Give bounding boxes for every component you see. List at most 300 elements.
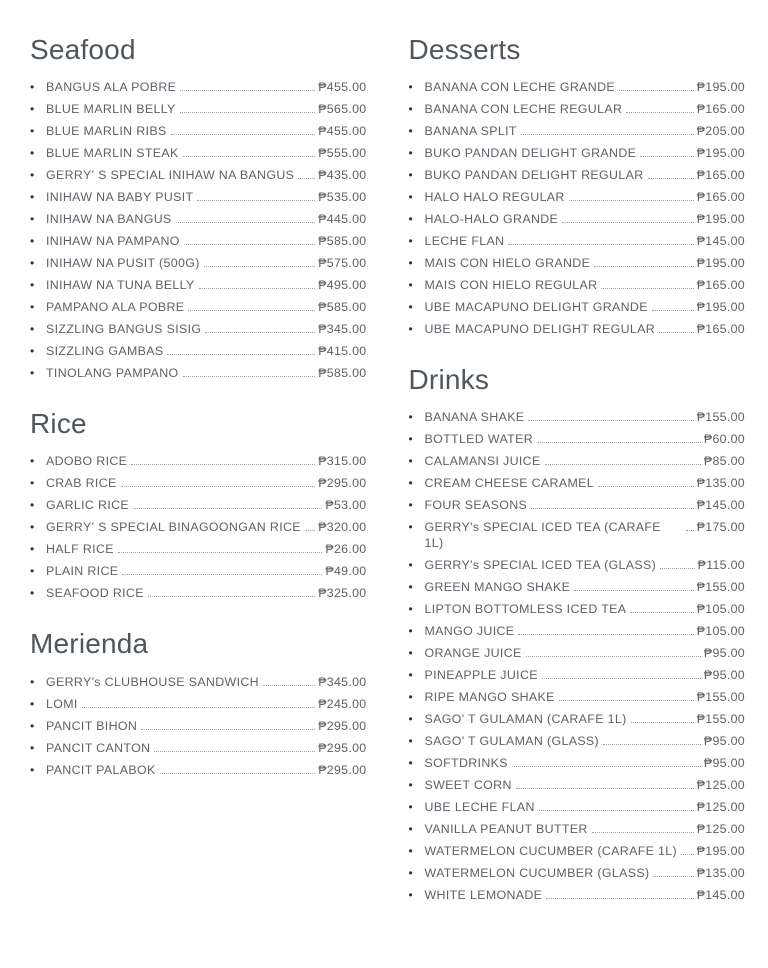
dotted-leader (569, 189, 694, 201)
menu-item (30, 762, 367, 778)
item-name: FOUR SEASONS (424, 498, 528, 513)
menu-item-list (30, 674, 367, 778)
bullet-icon: • (408, 558, 414, 573)
item-name: ORANGE JUICE (424, 646, 522, 661)
item-price: ₱125.00 (696, 800, 745, 815)
dotted-leader (133, 497, 322, 509)
dotted-leader (545, 453, 701, 465)
item-name: UBE MACAPUNO DELIGHT GRANDE (424, 300, 648, 315)
menu-item (409, 579, 746, 595)
item-price: ₱145.00 (696, 234, 745, 249)
bullet-icon: • (408, 432, 414, 447)
section-title: Desserts (408, 34, 521, 65)
menu-item (409, 211, 746, 227)
dotted-leader (562, 211, 694, 223)
item-price: ₱320.00 (318, 520, 367, 535)
bullet-icon: • (30, 586, 35, 601)
menu-item-list (409, 409, 746, 903)
dotted-leader (508, 233, 693, 245)
dotted-leader (167, 343, 315, 355)
item-price: ₱125.00 (696, 778, 745, 793)
item-name: LOMI (46, 696, 78, 711)
item-name: PANCIT PALABOK (46, 762, 156, 777)
dotted-leader (184, 233, 315, 245)
dotted-leader (652, 299, 694, 311)
bullet-icon: • (408, 646, 414, 661)
dotted-leader (537, 431, 701, 443)
bullet-icon: • (408, 844, 414, 859)
item-price: ₱85.00 (703, 454, 745, 469)
dotted-leader (298, 167, 315, 179)
bullet-icon: • (408, 498, 414, 513)
menu-item (409, 189, 746, 205)
item-price: ₱49.00 (325, 564, 367, 579)
item-name: SIZZLING GAMBAS (46, 344, 164, 359)
item-name: HALO HALO REGULAR (424, 190, 565, 205)
item-price: ₱105.00 (696, 602, 745, 617)
menu-item (409, 145, 746, 161)
menu-item (409, 799, 746, 815)
dotted-leader (648, 167, 694, 179)
dotted-leader (521, 123, 694, 135)
bullet-icon: • (30, 322, 35, 337)
item-price: ₱135.00 (696, 476, 745, 491)
dotted-leader (263, 674, 315, 686)
dotted-leader (171, 123, 316, 135)
bullet-icon: • (30, 498, 35, 513)
menu-item (30, 563, 367, 579)
item-price: ₱415.00 (318, 344, 367, 359)
item-name: LECHE FLAN (424, 234, 505, 249)
menu-item (30, 233, 367, 249)
dotted-leader (183, 145, 316, 157)
dotted-leader (516, 777, 694, 789)
item-price: ₱95.00 (703, 668, 745, 683)
item-name: GARLIC RICE (46, 498, 130, 513)
item-price: ₱345.00 (318, 674, 367, 689)
item-price: ₱145.00 (696, 498, 745, 513)
dotted-leader (640, 145, 693, 157)
dotted-leader (512, 755, 701, 767)
bullet-icon: • (30, 740, 35, 755)
item-price: ₱315.00 (318, 454, 367, 469)
item-price: ₱155.00 (696, 690, 745, 705)
menu-item (30, 343, 367, 359)
menu-item (30, 277, 367, 293)
item-price: ₱565.00 (318, 102, 367, 117)
item-name: UBE MACAPUNO DELIGHT REGULAR (424, 322, 656, 337)
menu-item (409, 167, 746, 183)
item-price: ₱195.00 (696, 80, 745, 95)
item-name: INIHAW NA PAMPANO (46, 234, 180, 249)
item-name: UBE LECHE FLAN (424, 800, 535, 815)
dotted-leader (528, 409, 693, 421)
item-price: ₱535.00 (318, 190, 367, 205)
item-name: HALO-HALO GRANDE (424, 212, 559, 227)
menu-item (30, 145, 367, 161)
menu-item (30, 541, 367, 557)
menu-item (409, 277, 746, 293)
menu-item-list (409, 79, 746, 337)
dotted-leader (531, 497, 694, 509)
menu-item (409, 233, 746, 249)
item-price: ₱165.00 (696, 322, 745, 337)
menu-section (30, 34, 367, 381)
bullet-icon: • (30, 146, 35, 161)
bullet-icon: • (30, 102, 35, 117)
bullet-icon: • (408, 80, 414, 95)
menu-item (409, 645, 746, 661)
dotted-leader (526, 645, 701, 657)
item-price: ₱435.00 (318, 168, 367, 183)
menu-item (409, 689, 746, 705)
bullet-icon: • (408, 734, 414, 749)
item-name: GERRY's SPECIAL ICED TEA (CARAFE 1L) (424, 520, 661, 551)
menu-item-list (30, 79, 367, 381)
dotted-leader (601, 277, 693, 289)
bullet-icon: • (408, 520, 414, 535)
menu-item (30, 211, 367, 227)
dotted-leader (82, 696, 316, 708)
item-name: GERRY's CLUBHOUSE SANDWICH (46, 674, 259, 689)
item-name: BANANA CON LECHE REGULAR (424, 102, 623, 117)
item-name: PANCIT BIHON (46, 718, 138, 733)
dotted-leader (154, 740, 315, 752)
bullet-icon: • (408, 102, 414, 117)
item-price: ₱95.00 (703, 756, 745, 771)
menu-item (30, 696, 367, 712)
item-name: ADOBO RICE (46, 454, 128, 469)
item-name: PINEAPPLE JUICE (424, 668, 538, 683)
dotted-leader (141, 718, 315, 730)
item-name: BUKO PANDAN DELIGHT GRANDE (424, 146, 637, 161)
dotted-leader (160, 762, 316, 774)
item-name: RIPE MANGO SHAKE (424, 690, 555, 705)
section-title: Drinks (408, 364, 490, 396)
bullet-icon: • (408, 690, 414, 705)
dotted-leader (626, 101, 693, 113)
bullet-icon: • (408, 668, 414, 683)
item-name: PLAIN RICE (46, 564, 119, 579)
item-price: ₱165.00 (696, 190, 745, 205)
dotted-leader (630, 601, 693, 613)
item-name: PANCIT CANTON (46, 740, 151, 755)
item-price: ₱53.00 (325, 498, 367, 513)
item-price: ₱575.00 (318, 256, 367, 271)
bullet-icon: • (30, 696, 35, 711)
item-name: INIHAW NA BANGUS (46, 212, 172, 227)
item-price: ₱125.00 (696, 822, 745, 837)
item-price: ₱495.00 (318, 278, 367, 293)
section-title: Rice (30, 408, 87, 440)
bullet-icon: • (408, 602, 414, 617)
dotted-leader (681, 843, 694, 855)
menu-item (409, 821, 746, 837)
bullet-icon: • (30, 256, 35, 271)
menu-item (409, 519, 746, 551)
item-name: WATERMELON CUCUMBER (GLASS) (424, 866, 650, 881)
bullet-icon: • (30, 564, 35, 579)
bullet-icon: • (408, 234, 414, 249)
item-price: ₱295.00 (318, 740, 367, 755)
bullet-icon: • (30, 300, 35, 315)
dotted-leader (118, 541, 323, 553)
bullet-icon: • (30, 674, 35, 689)
item-price: ₱95.00 (703, 646, 745, 661)
bullet-icon: • (30, 278, 35, 293)
bullet-icon: • (408, 300, 414, 315)
menu-item (409, 777, 746, 793)
menu-item (409, 321, 746, 337)
bullet-icon: • (408, 476, 414, 491)
item-name: MANGO JUICE (424, 624, 515, 639)
item-name: INIHAW NA BABY PUSIT (46, 190, 194, 205)
bullet-icon: • (408, 146, 414, 161)
bullet-icon: • (30, 542, 35, 557)
dotted-leader (594, 255, 694, 267)
item-name: INIHAW NA PUSIT (500G) (46, 256, 200, 271)
item-name: WATERMELON CUCUMBER (CARAFE 1L) (424, 844, 677, 859)
item-price: ₱195.00 (696, 300, 745, 315)
bullet-icon: • (30, 124, 35, 139)
menu-item (409, 623, 746, 639)
item-name: GERRY' S SPECIAL INIHAW NA BANGUS (46, 168, 295, 183)
menu-item (409, 843, 746, 859)
item-price: ₱195.00 (696, 256, 745, 271)
bullet-icon: • (30, 168, 35, 183)
menu-section (409, 34, 746, 337)
bullet-icon: • (30, 520, 35, 535)
item-name: BLUE MARLIN RIBS (46, 124, 167, 139)
dotted-leader (619, 79, 694, 91)
item-price: ₱135.00 (696, 866, 745, 881)
dotted-leader (660, 557, 695, 569)
menu-item (409, 255, 746, 271)
menu-item (30, 519, 367, 535)
menu-item (409, 123, 746, 139)
item-price: ₱105.00 (696, 624, 745, 639)
menu-item (30, 585, 367, 601)
item-price: ₱295.00 (318, 476, 367, 491)
item-price: ₱115.00 (697, 558, 745, 573)
item-price: ₱585.00 (318, 300, 367, 315)
item-name: MAIS CON HIELO GRANDE (424, 256, 591, 271)
dotted-leader (518, 623, 693, 635)
bullet-icon: • (408, 256, 414, 271)
bullet-icon: • (30, 454, 35, 469)
item-price: ₱205.00 (696, 124, 745, 139)
bullet-icon: • (408, 756, 414, 771)
item-name: BOTTLED WATER (424, 432, 533, 447)
item-price: ₱155.00 (696, 410, 745, 425)
bullet-icon: • (408, 624, 414, 639)
dotted-leader (199, 277, 316, 289)
bullet-icon: • (30, 234, 35, 249)
dotted-leader (559, 689, 694, 701)
menu-item (409, 711, 746, 727)
menu-item (30, 123, 367, 139)
item-price: ₱195.00 (696, 844, 745, 859)
item-name: PAMPANO ALA POBRE (46, 300, 185, 315)
bullet-icon: • (408, 322, 414, 337)
menu-section (30, 628, 367, 777)
menu-item (409, 299, 746, 315)
item-price: ₱585.00 (318, 234, 367, 249)
menu-item (409, 475, 746, 491)
item-price: ₱165.00 (696, 168, 745, 183)
bullet-icon: • (408, 822, 414, 837)
dotted-leader (592, 821, 694, 833)
dotted-leader (574, 579, 694, 591)
item-price: ₱195.00 (696, 212, 745, 227)
menu-item (30, 497, 367, 513)
bullet-icon: • (30, 190, 35, 205)
dotted-leader (188, 299, 315, 311)
dotted-leader (180, 79, 315, 91)
dotted-leader (205, 321, 315, 333)
bullet-icon: • (30, 344, 35, 359)
item-price: ₱295.00 (318, 762, 367, 777)
item-name: LIPTON BOTTOMLESS ICED TEA (424, 602, 627, 617)
bullet-icon: • (408, 212, 414, 227)
dotted-leader (546, 887, 693, 899)
menu-item (409, 431, 746, 447)
item-price: ₱95.00 (703, 734, 745, 749)
item-name: CREAM CHEESE CARAMEL (424, 476, 594, 491)
bullet-icon: • (408, 712, 414, 727)
item-price: ₱195.00 (696, 146, 745, 161)
menu-item (30, 365, 367, 381)
item-price: ₱60.00 (703, 432, 745, 447)
menu-item (409, 557, 746, 573)
menu-item (30, 299, 367, 315)
bullet-icon: • (408, 410, 414, 425)
menu-item (409, 667, 746, 683)
item-name: BANANA SHAKE (424, 410, 525, 425)
bullet-icon: • (30, 476, 35, 491)
item-price: ₱585.00 (318, 366, 367, 381)
menu-item (409, 755, 746, 771)
item-price: ₱155.00 (696, 580, 745, 595)
item-price: ₱145.00 (696, 888, 745, 903)
dotted-leader (598, 475, 694, 487)
item-price: ₱455.00 (318, 80, 367, 95)
item-price: ₱445.00 (318, 212, 367, 227)
item-name: SAGO' T GULAMAN (CARAFE 1L) (424, 712, 627, 727)
menu-column-left (30, 34, 367, 909)
menu-item (30, 740, 367, 756)
menu-item (409, 453, 746, 469)
item-price: ₱455.00 (318, 124, 367, 139)
item-name: INIHAW NA TUNA BELLY (46, 278, 195, 293)
bullet-icon: • (408, 454, 414, 469)
item-name: SEAFOOD RICE (46, 586, 144, 601)
bullet-icon: • (408, 580, 414, 595)
bullet-icon: • (30, 718, 35, 733)
item-price: ₱325.00 (318, 586, 367, 601)
item-name: BLUE MARLIN BELLY (46, 102, 176, 117)
menu-item (30, 79, 367, 95)
menu-item (30, 167, 367, 183)
menu-item (409, 101, 746, 117)
item-name: MAIS CON HIELO REGULAR (424, 278, 598, 293)
bullet-icon: • (408, 888, 414, 903)
dotted-leader (176, 211, 316, 223)
menu-item-list (30, 453, 367, 601)
item-price: ₱165.00 (696, 102, 745, 117)
item-price: ₱295.00 (318, 718, 367, 733)
item-price: ₱345.00 (318, 322, 367, 337)
item-name: SWEET CORN (424, 778, 512, 793)
dotted-leader (659, 321, 694, 333)
item-price: ₱245.00 (318, 696, 367, 711)
menu-item (30, 453, 367, 469)
menu-item (30, 189, 367, 205)
bullet-icon: • (408, 190, 414, 205)
dotted-leader (131, 453, 315, 465)
menu-item (30, 718, 367, 734)
item-price: ₱555.00 (318, 146, 367, 161)
dotted-leader (121, 475, 316, 487)
item-name: BLUE MARLIN STEAK (46, 146, 179, 161)
bullet-icon: • (408, 800, 414, 815)
item-name: SIZZLING BANGUS SISIG (46, 322, 202, 337)
dotted-leader (183, 365, 316, 377)
bullet-icon: • (30, 80, 35, 95)
item-name: GERRY' S SPECIAL BINAGOONGAN RICE (46, 520, 301, 535)
menu-item (409, 79, 746, 95)
item-name: BUKO PANDAN DELIGHT REGULAR (424, 168, 644, 183)
item-name: BANGUS ALA POBRE (46, 80, 177, 95)
dotted-leader (603, 733, 701, 745)
bullet-icon: • (408, 278, 414, 293)
menu-item (30, 475, 367, 491)
item-name: GREEN MANGO SHAKE (424, 580, 571, 595)
bullet-icon: • (408, 866, 414, 881)
bullet-icon: • (408, 168, 414, 183)
menu-item (409, 497, 746, 513)
dotted-leader (197, 189, 315, 201)
menu-item (409, 865, 746, 881)
dotted-leader (631, 711, 694, 723)
dotted-leader (653, 865, 693, 877)
menu-item (30, 321, 367, 337)
dotted-leader (180, 101, 316, 113)
dotted-leader (148, 585, 315, 597)
menu-item (30, 101, 367, 117)
item-name: SOFTDRINKS (424, 756, 508, 771)
item-name: TINOLANG PAMPANO (46, 366, 179, 381)
menu-section (409, 364, 746, 903)
dotted-leader (686, 519, 694, 531)
item-name: BANANA SPLIT (424, 124, 517, 139)
section-title: Merienda (30, 628, 149, 660)
dotted-leader (539, 799, 694, 811)
item-name: SAGO' T GULAMAN (GLASS) (424, 734, 600, 749)
bullet-icon: • (408, 124, 414, 139)
item-name: WHITE LEMONADE (424, 888, 543, 903)
item-name: CRAB RICE (46, 476, 117, 491)
menu-item (30, 255, 367, 271)
menu-item (409, 409, 746, 425)
bullet-icon: • (30, 212, 35, 227)
dotted-leader (542, 667, 701, 679)
item-price: ₱175.00 (696, 520, 745, 535)
item-name: CALAMANSI JUICE (424, 454, 541, 469)
item-price: ₱155.00 (696, 712, 745, 727)
bullet-icon: • (30, 762, 35, 777)
menu-item (30, 674, 367, 690)
